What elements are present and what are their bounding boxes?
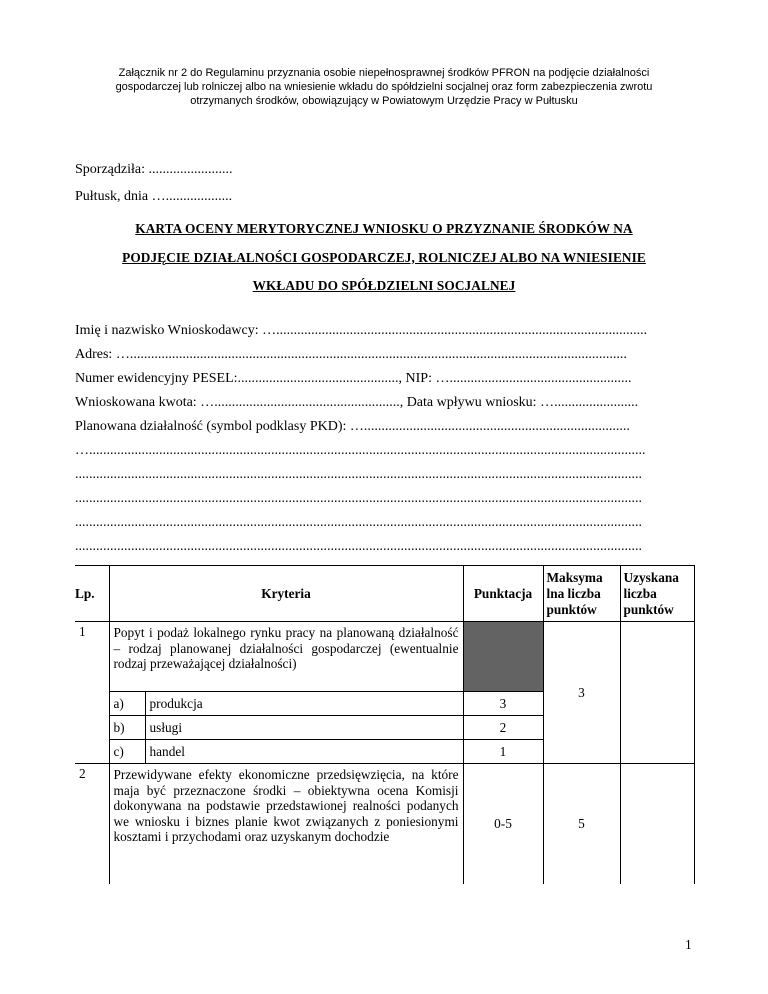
prepared-by: Sporządziła: ........................	[75, 162, 233, 177]
page-number: 1	[685, 937, 692, 952]
header-criteria: Kryteria	[109, 566, 463, 622]
header-max-line: Maksyma	[546, 569, 603, 585]
row-criteria-text: Przewidywane efekty ekonomiczne przedsięwzięcia, na które maja być przeznaczone środki – obiektywna ocena Komisji dokonywana na podstawie przedstawionej realności podanych we wniosku i biznes planie kwot związanych z poniesionymi kosztami i przychodami oraz uzyskanym dochodzie	[109, 764, 463, 884]
document-title	[60, 215, 708, 301]
amount-date-field: Wnioskowana kwota: …....................................................., Data wpływu wniosku: …........................	[75, 395, 639, 410]
criteria-table	[75, 565, 695, 884]
dotted-line: ..................................................................................................................................................................	[75, 515, 642, 530]
dotted-line: …...............................................................................................................................................................	[75, 443, 646, 458]
row-points: 0-5	[463, 764, 543, 884]
sub-letter: c)	[109, 740, 145, 764]
pesel-nip-field: Numer ewidencyjny PESEL:.............................................., NIP: …....................................................	[75, 371, 632, 386]
sub-points: 1	[463, 740, 543, 764]
points-gray-cell	[463, 622, 543, 692]
header-lp: Lp.	[75, 566, 109, 622]
title-line-3: WKŁADU DO SPÓŁDZIELNI SOCJALNEJ	[252, 278, 516, 293]
address-field: Adres: …..............................................................................................................................................	[75, 347, 627, 362]
header-max-line: punktów	[546, 601, 597, 617]
row-obtained-points[interactable]	[620, 622, 694, 764]
sub-label: produkcja	[145, 692, 463, 716]
header-obtained-points	[620, 566, 694, 622]
row-lp: 1	[75, 622, 109, 764]
title-line-1: KARTA OCENY MERYTORYCZNEJ WNIOSKU O PRZYZNANIE ŚRODKÓW NA	[135, 221, 633, 236]
header-points: Punktacja	[463, 566, 543, 622]
header-max-points	[543, 566, 620, 622]
title-line-2: PODJĘCIE DZIAŁALNOŚCI GOSPODARCZEJ, ROLNICZEJ ALBO NA WNIESIENIE	[122, 249, 646, 265]
sub-letter: a)	[109, 692, 145, 716]
dotted-line: ..................................................................................................................................................................	[75, 539, 642, 554]
row-max-points: 5	[543, 764, 620, 884]
sub-points: 3	[463, 692, 543, 716]
sub-points: 2	[463, 716, 543, 740]
sub-label: usługi	[145, 716, 463, 740]
pkd-field: Planowana działalność (symbol podklasy PKD): …............................................................................	[75, 419, 630, 434]
row-obtained-points[interactable]	[620, 764, 694, 884]
table-header-row	[75, 566, 694, 622]
header-obtained-line: liczba	[623, 585, 657, 601]
header-obtained-line: Uzyskana	[623, 569, 679, 585]
dotted-line: ..................................................................................................................................................................	[75, 467, 642, 482]
table-row	[75, 622, 694, 692]
attachment-note: Załącznik nr 2 do Regulaminu przyznania osobie niepełnosprawnej środków PFRON na podjęcie działalności gospodarczej lub rolniczej albo na wniesienie wkładu do spółdzielni socjalnej oraz form zabezpieczenia zwrotu otrzymanych środków, obowiązujący w Powiatowym Urzędzie Pracy w Pułtusku	[115, 67, 653, 107]
sub-label: handel	[145, 740, 463, 764]
row-lp: 2	[75, 764, 109, 884]
row-max-points: 3	[543, 622, 620, 764]
header-obtained-line: punktów	[623, 601, 674, 617]
applicant-name-field: Imię i nazwisko Wnioskodawcy: …..........................................................................................................	[75, 323, 648, 338]
row-criteria-text: Popyt i podaż lokalnego rynku pracy na planowaną działalność – rodzaj planowanej działalności gospodarczej (ewentualnie rodzaj przeważającej działalności)	[109, 622, 463, 692]
dotted-line: ..................................................................................................................................................................	[75, 491, 642, 506]
header-max-line: lna liczba	[546, 585, 601, 601]
table-row	[75, 764, 694, 884]
place-date: Pułtusk, dnia …...................	[75, 189, 233, 204]
sub-letter: b)	[109, 716, 145, 740]
